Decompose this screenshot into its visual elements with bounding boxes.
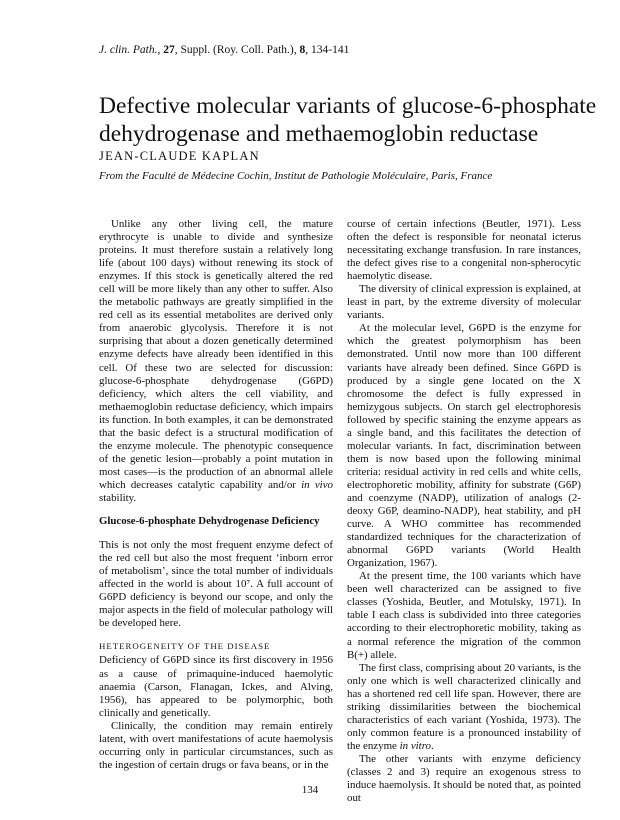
journal-name: J. clin. Path.	[99, 44, 158, 56]
author-name: JEAN-CLAUDE KAPLAN	[99, 149, 260, 163]
body-paragraph: At the molecular level, G6PD is the enzyme for which the greatest polymorphism has been demonstrated. Until now more than 100 different variants have already been defined. Since G6PD is produced by a single gene located on the X chromosome the defect is fully expressed in hemizygous subjects. On starch gel electrophoresis followed by specific staining the enzyme appears as a single band, and this facilitates the detection of molecular variants. In fact, discrimination between them is now based upon the following minimal criteria: residual activity in red cells and white cells, electrophoretic mobility, affinity for substrate (G6P) and coenzyme (NADP), utilization of analogs (2-deoxy G6P, deamino-NADP), heat stability, and pH curve. A WHO committee has recommended standardized techniques for the characterization of abnormal G6PD variants (World Health Organization, 1967).	[347, 322, 581, 570]
body-paragraph: The other variants with enzyme deficiency (classes 2 and 3) require an exogenous stress to induce haemolysis. It should be noted that, as pointed out	[347, 752, 581, 805]
supplement-number: 8	[299, 44, 306, 56]
section-heading: Glucose-6-phosphate Dehydrogenase Deficiency	[99, 515, 320, 528]
author-affiliation: From the Faculté de Médecine Cochin, Institut de Pathologie Moléculaire, Paris, France	[99, 170, 493, 182]
page-number: 134	[301, 784, 319, 796]
body-paragraph: Deficiency of G6PD since its first discovery in 1956 as a cause of primaquine-induced haemolytic anaemia (Carson, Flanagan, Ickes, and Alving, 1956), has appeared to be polymorphic, both clinically and genetically.	[99, 654, 333, 719]
section-paragraph: This is not only the most frequent enzyme defect of the red cell but also the most frequent ‘inborn error of metabolism’, since the total number of individuals affected in the world is about 10⁷. A full account of G6PD deficiency is beyond our scope, and only the major aspects in the field of molecular pathology will be developed here.	[99, 539, 333, 630]
journal-supplement: , Suppl. (Roy. Coll. Path.),	[174, 44, 300, 56]
body-paragraph: The diversity of clinical expression is explained, at least in part, by the extreme diversity of molecular variants.	[347, 283, 581, 322]
article-title: Defective molecular variants of glucose-6-phosphate dehydrogenase and methaemoglobin reductase	[99, 93, 597, 147]
subsection-heading: HETEROGENEITY OF THE DISEASE	[99, 641, 271, 652]
body-paragraph: Clinically, the condition may remain entirely latent, with overt manifestations of acute haemolysis occurring only in particular circumstances, such as the ingestion of certain drugs or fava beans, or in the	[99, 719, 333, 771]
journal-citation: J. clin. Path., 27, Suppl. (Roy. Coll. Path.), 8, 134-141	[99, 44, 350, 56]
page-range: , 134-141	[305, 44, 350, 56]
left-column	[99, 218, 333, 772]
intro-paragraph: Unlike any other living cell, the mature erythrocyte is unable to divide and synthesize proteins. It must therefore sustain a relatively long life (about 100 days) without renewing its stock of enzymes. If this stock is genetically altered the red cell will be more likely than any other to suffer. Also the metabolic pathways are greatly simplified in the red cell as its essential metabolites are derived only from anaerobic glycolysis. Therefore it is not surprising that about a dozen genetically determined enzyme defects have already been identified in this cell. Of these two are selected for discussion: glucose-6-phosphate dehydrogenase (G6PD) deficiency, which alters the cell viability, and methaemoglobin reductase deficiency, which impairs its function. In both examples, it can be demonstrated that the basic defect is a structural modification of the enzyme molecule. The phenotypic consequence of the genetic lesion—probably a point mutation in most cases—is the production of an abnormal allele which decreases catalytic capability and/or in vivo stability.	[99, 218, 333, 504]
body-paragraph: course of certain infections (Beutler, 1971). Less often the defect is responsible for neonatal icterus necessitating exchange transfusion. In rare instances, the defect gives rise to a congenital non-spherocytic haemolytic disease.	[347, 218, 581, 283]
right-column	[347, 218, 581, 805]
body-paragraph: The first class, comprising about 20 variants, is the only one which is well characterized clinically and has a shortened red cell life span. However, there are striking dissimilarities between the biochemical characteristics of each variant (Yoshida, 1973). The only common feature is a pronounced instability of the enzyme in vitro.	[347, 661, 582, 752]
journal-volume: 27	[163, 44, 175, 56]
body-paragraph: At the present time, the 100 variants which have been well characterized can be assigned to five classes (Yoshida, Beutler, and Motulsky, 1971). In table I each class is subdivided into three categories according to their electrophoretic mobility, taking as a normal reference the migration of the common B(+) allele.	[347, 570, 581, 661]
